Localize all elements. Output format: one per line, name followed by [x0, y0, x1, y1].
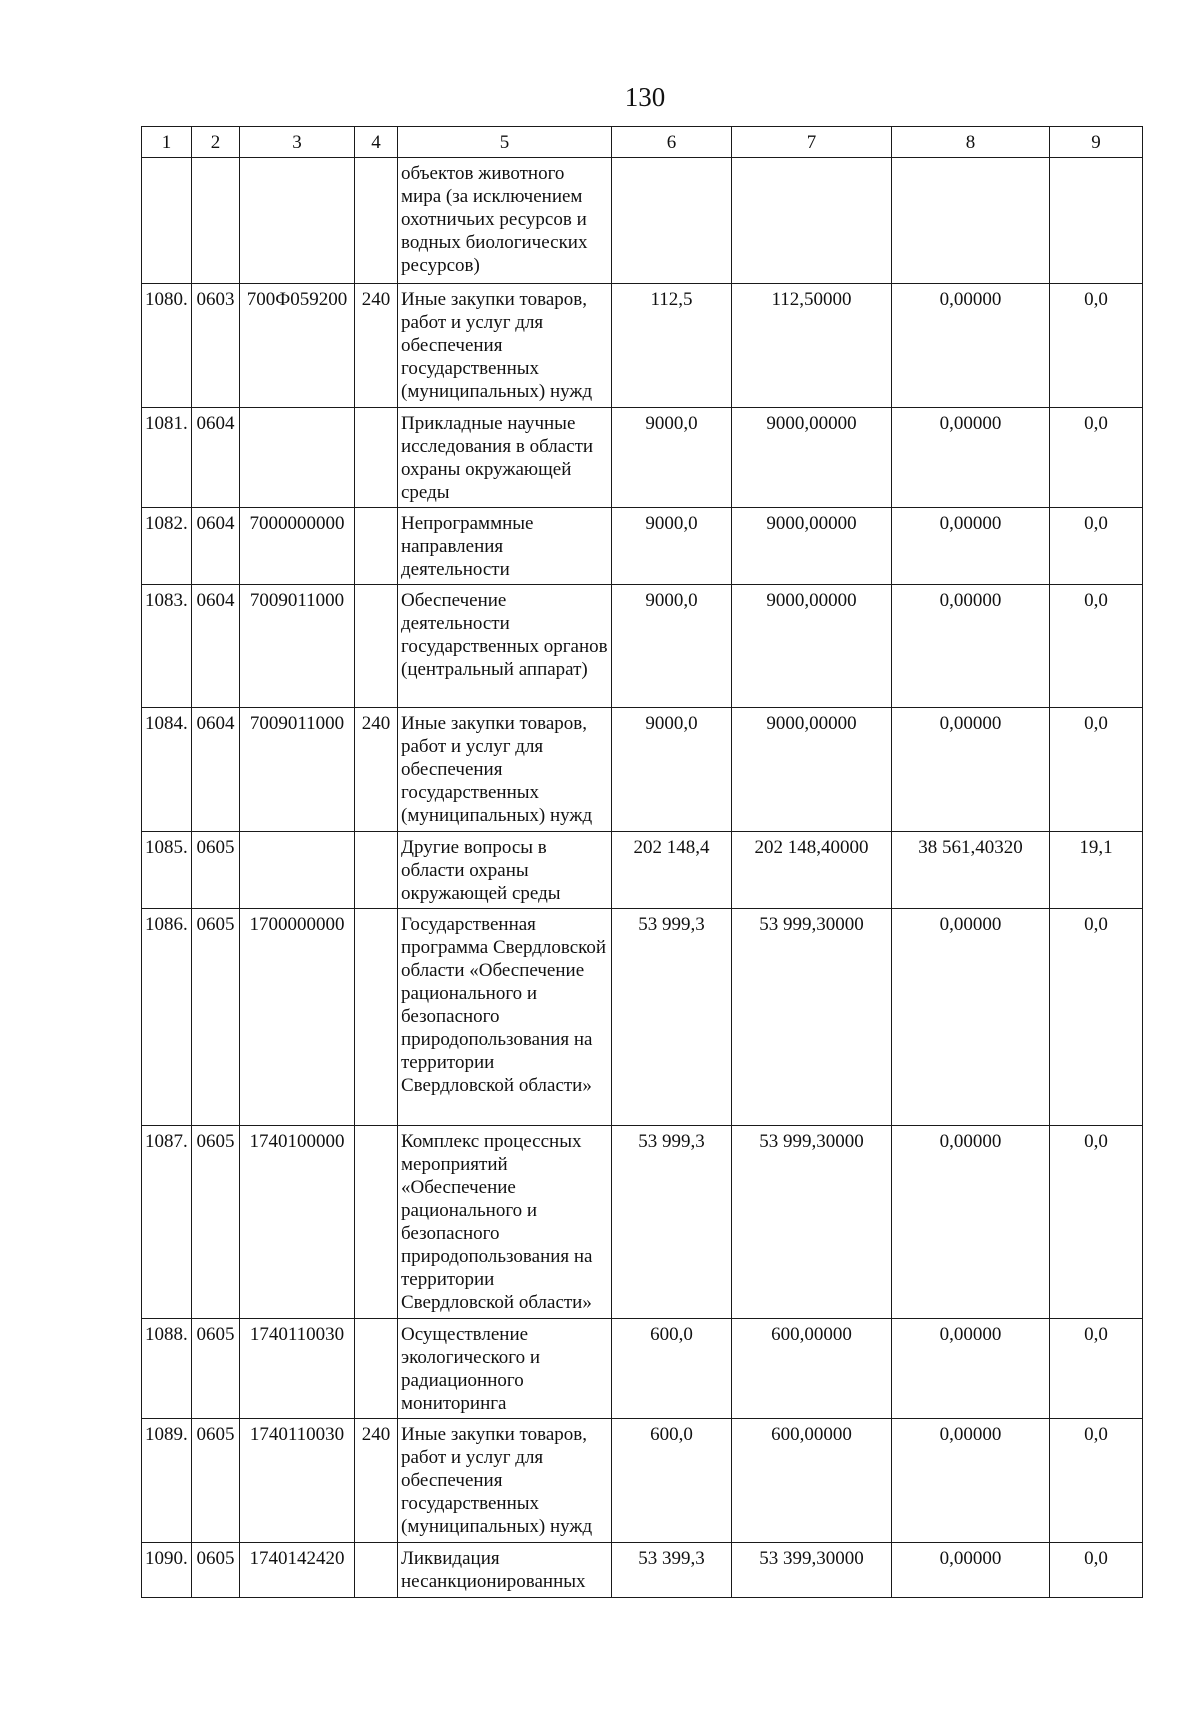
section-code: 0605 — [192, 909, 240, 1126]
target-code: 1740110030 — [240, 1319, 355, 1419]
target-code — [240, 408, 355, 508]
expense-type — [355, 1319, 398, 1419]
target-code: 7000000000 — [240, 508, 355, 585]
section-code: 0605 — [192, 832, 240, 909]
column-header: 8 — [892, 127, 1050, 158]
item-name: Прикладные научные исследования в области охраны окружающей среды — [398, 408, 612, 508]
table-row — [142, 1319, 1143, 1419]
section-code: 0605 — [192, 1543, 240, 1598]
table-row — [142, 708, 1143, 832]
row-number: 1086. — [142, 909, 192, 1126]
section-code: 0604 — [192, 508, 240, 585]
value-col9: 0,0 — [1050, 1126, 1143, 1319]
value-col7 — [732, 158, 892, 284]
value-col8: 0,00000 — [892, 909, 1050, 1126]
value-col6: 9000,0 — [612, 408, 732, 508]
column-header: 6 — [612, 127, 732, 158]
value-col7: 112,50000 — [732, 284, 892, 408]
item-name: Комплекс процессных мероприятий «Обеспечение рационального и безопасного природопользования на территории Свердловской области» — [398, 1126, 612, 1319]
row-number: 1084. — [142, 708, 192, 832]
target-code: 7009011000 — [240, 708, 355, 832]
table-row — [142, 1543, 1143, 1598]
target-code: 1740142420 — [240, 1543, 355, 1598]
table-row — [142, 832, 1143, 909]
value-col7: 9000,00000 — [732, 408, 892, 508]
item-name: Другие вопросы в области охраны окружающей среды — [398, 832, 612, 909]
section-code: 0605 — [192, 1319, 240, 1419]
target-code — [240, 832, 355, 909]
value-col6: 53 999,3 — [612, 909, 732, 1126]
value-col7: 53 999,30000 — [732, 909, 892, 1126]
value-col9: 0,0 — [1050, 508, 1143, 585]
value-col8: 0,00000 — [892, 284, 1050, 408]
value-col9: 0,0 — [1050, 1419, 1143, 1543]
table-row — [142, 284, 1143, 408]
expense-type: 240 — [355, 1419, 398, 1543]
value-col9: 0,0 — [1050, 1543, 1143, 1598]
item-name: Непрограммные направления деятельности — [398, 508, 612, 585]
value-col8: 0,00000 — [892, 408, 1050, 508]
value-col7: 9000,00000 — [732, 585, 892, 708]
section-code: 0604 — [192, 408, 240, 508]
value-col9: 0,0 — [1050, 1319, 1143, 1419]
column-header: 1 — [142, 127, 192, 158]
value-col8: 0,00000 — [892, 585, 1050, 708]
value-col8: 0,00000 — [892, 508, 1050, 585]
section-code: 0605 — [192, 1126, 240, 1319]
target-code: 1700000000 — [240, 909, 355, 1126]
table-row — [142, 158, 1143, 284]
value-col6: 202 148,4 — [612, 832, 732, 909]
column-header: 3 — [240, 127, 355, 158]
value-col7: 202 148,40000 — [732, 832, 892, 909]
section-code: 0604 — [192, 585, 240, 708]
value-col7: 53 399,30000 — [732, 1543, 892, 1598]
row-number: 1085. — [142, 832, 192, 909]
expense-type — [355, 832, 398, 909]
value-col8: 0,00000 — [892, 1319, 1050, 1419]
expense-type: 240 — [355, 708, 398, 832]
value-col6: 9000,0 — [612, 585, 732, 708]
value-col7: 9000,00000 — [732, 708, 892, 832]
value-col6 — [612, 158, 732, 284]
item-name: Иные закупки товаров, работ и услуг для обеспечения государственных (муниципальных) нужд — [398, 708, 612, 832]
row-number: 1081. — [142, 408, 192, 508]
value-col7: 600,00000 — [732, 1319, 892, 1419]
value-col8: 38 561,40320 — [892, 832, 1050, 909]
section-code — [192, 158, 240, 284]
item-name: Государственная программа Свердловской области «Обеспечение рационального и безопасного природопользования на территории Свердловской области» — [398, 909, 612, 1126]
target-code: 7009011000 — [240, 585, 355, 708]
value-col6: 9000,0 — [612, 508, 732, 585]
value-col9: 0,0 — [1050, 284, 1143, 408]
row-number: 1089. — [142, 1419, 192, 1543]
value-col9: 0,0 — [1050, 408, 1143, 508]
expense-type — [355, 408, 398, 508]
value-col9 — [1050, 158, 1143, 284]
table-row — [142, 1419, 1143, 1543]
item-name: Осуществление экологического и радиационного мониторинга — [398, 1319, 612, 1419]
expense-type — [355, 508, 398, 585]
value-col7: 600,00000 — [732, 1419, 892, 1543]
item-name: Ликвидация несанкционированных — [398, 1543, 612, 1598]
target-code — [240, 158, 355, 284]
expense-type — [355, 1126, 398, 1319]
column-header: 7 — [732, 127, 892, 158]
value-col9: 0,0 — [1050, 708, 1143, 832]
row-number: 1082. — [142, 508, 192, 585]
target-code: 1740110030 — [240, 1419, 355, 1543]
table-row — [142, 909, 1143, 1126]
target-code: 700Ф059200 — [240, 284, 355, 408]
value-col8: 0,00000 — [892, 1126, 1050, 1319]
target-code: 1740100000 — [240, 1126, 355, 1319]
value-col8: 0,00000 — [892, 1419, 1050, 1543]
row-number: 1083. — [142, 585, 192, 708]
value-col9: 0,0 — [1050, 909, 1143, 1126]
column-header: 4 — [355, 127, 398, 158]
row-number: 1087. — [142, 1126, 192, 1319]
item-name: Иные закупки товаров, работ и услуг для обеспечения государственных (муниципальных) нужд — [398, 1419, 612, 1543]
item-name: Обеспечение деятельности государственных органов (центральный аппарат) — [398, 585, 612, 708]
table-row — [142, 408, 1143, 508]
value-col8: 0,00000 — [892, 708, 1050, 832]
expense-type — [355, 158, 398, 284]
section-code: 0604 — [192, 708, 240, 832]
column-header: 9 — [1050, 127, 1143, 158]
expense-type: 240 — [355, 284, 398, 408]
section-code: 0603 — [192, 284, 240, 408]
section-code: 0605 — [192, 1419, 240, 1543]
header-row — [142, 127, 1143, 158]
value-col6: 600,0 — [612, 1419, 732, 1543]
column-header: 5 — [398, 127, 612, 158]
row-number — [142, 158, 192, 284]
row-number: 1090. — [142, 1543, 192, 1598]
value-col8 — [892, 158, 1050, 284]
table-row — [142, 1126, 1143, 1319]
value-col6: 600,0 — [612, 1319, 732, 1419]
item-name: Иные закупки товаров, работ и услуг для обеспечения государственных (муниципальных) нужд — [398, 284, 612, 408]
expense-type — [355, 585, 398, 708]
value-col6: 53 399,3 — [612, 1543, 732, 1598]
value-col9: 19,1 — [1050, 832, 1143, 909]
budget-table — [141, 126, 1143, 1598]
table-row — [142, 508, 1143, 585]
value-col7: 53 999,30000 — [732, 1126, 892, 1319]
expense-type — [355, 909, 398, 1126]
value-col6: 112,5 — [612, 284, 732, 408]
expense-type — [355, 1543, 398, 1598]
row-number: 1088. — [142, 1319, 192, 1419]
value-col8: 0,00000 — [892, 1543, 1050, 1598]
value-col7: 9000,00000 — [732, 508, 892, 585]
value-col6: 53 999,3 — [612, 1126, 732, 1319]
column-header: 2 — [192, 127, 240, 158]
value-col6: 9000,0 — [612, 708, 732, 832]
row-number: 1080. — [142, 284, 192, 408]
page-number: 130 — [624, 82, 666, 112]
table-row — [142, 585, 1143, 708]
value-col9: 0,0 — [1050, 585, 1143, 708]
item-name: объектов животного мира (за исключением охотничьих ресурсов и водных биологических ресурсов) — [398, 158, 612, 284]
